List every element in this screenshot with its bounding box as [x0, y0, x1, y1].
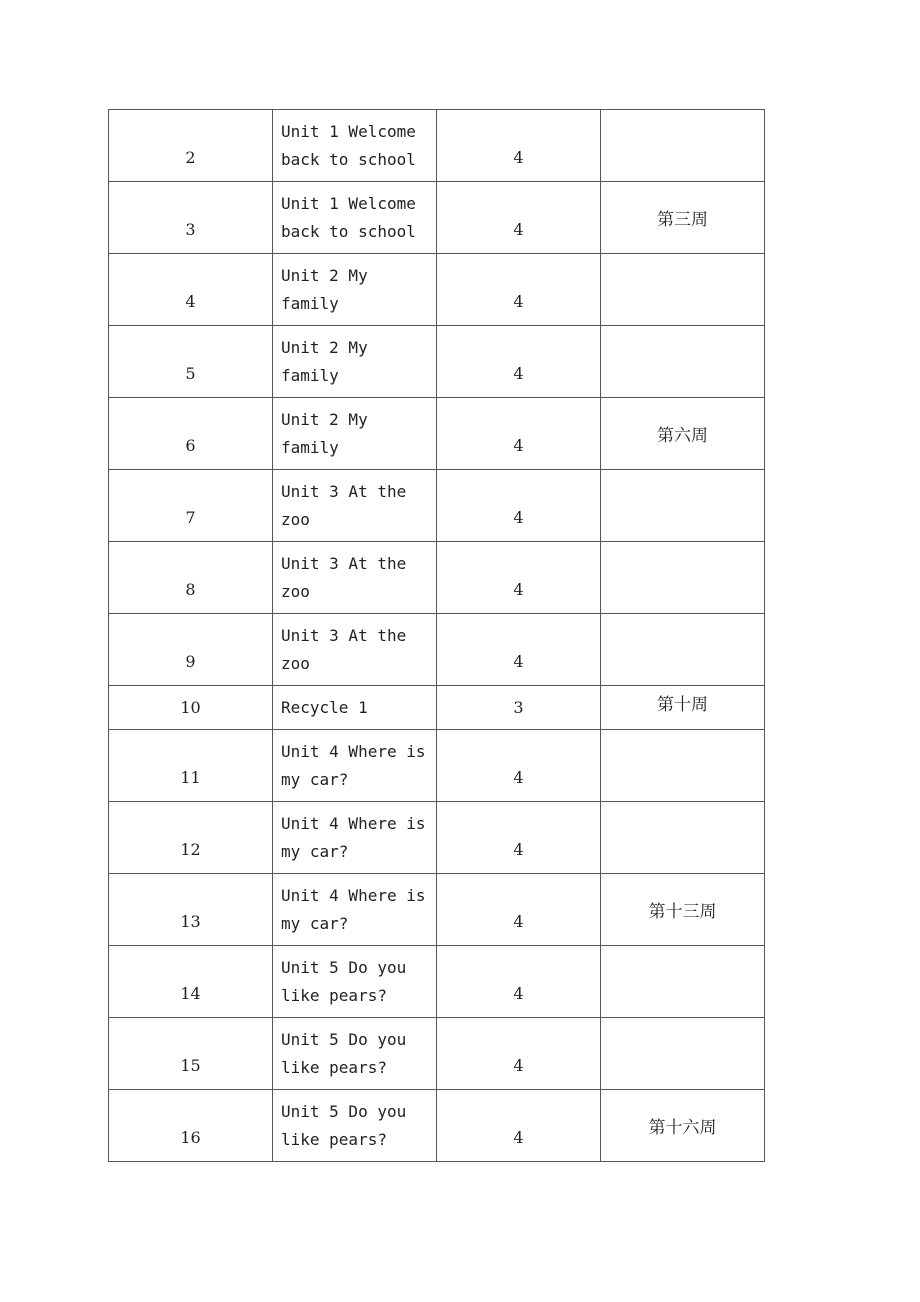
hours-cell: 4: [437, 398, 601, 470]
unit-title-cell: Unit 3 At the zoo: [273, 542, 437, 614]
week-cell: 第十周: [601, 686, 765, 730]
schedule-table: [108, 109, 765, 1162]
table-row: [109, 542, 765, 614]
lesson-number-cell: 11: [109, 730, 273, 802]
table-row: [109, 398, 765, 470]
unit-title-cell: Unit 5 Do you like pears?: [273, 946, 437, 1018]
unit-title-cell: Unit 3 At the zoo: [273, 470, 437, 542]
hours-cell: 4: [437, 110, 601, 182]
table-row: [109, 470, 765, 542]
table-row: [109, 182, 765, 254]
hours-cell: 4: [437, 946, 601, 1018]
table-row: [109, 110, 765, 182]
lesson-number-cell: 2: [109, 110, 273, 182]
table-row: [109, 614, 765, 686]
lesson-number-cell: 10: [109, 686, 273, 730]
unit-title-cell: Unit 3 At the zoo: [273, 614, 437, 686]
table-row: [109, 874, 765, 946]
lesson-number-cell: 12: [109, 802, 273, 874]
unit-title-cell: Unit 1 Welcome back to school: [273, 110, 437, 182]
lesson-number-cell: 14: [109, 946, 273, 1018]
hours-cell: 4: [437, 614, 601, 686]
table-row: [109, 1018, 765, 1090]
lesson-number-cell: 3: [109, 182, 273, 254]
week-cell: [601, 470, 765, 542]
week-cell: 第三周: [601, 182, 765, 254]
table-row: [109, 1090, 765, 1162]
unit-title-cell: Unit 5 Do you like pears?: [273, 1018, 437, 1090]
table-row: [109, 326, 765, 398]
unit-title-cell: Recycle 1: [273, 686, 437, 730]
week-cell: [601, 730, 765, 802]
unit-title-cell: Unit 4 Where is my car?: [273, 730, 437, 802]
hours-cell: 4: [437, 182, 601, 254]
unit-title-cell: Unit 1 Welcome back to school: [273, 182, 437, 254]
hours-cell: 4: [437, 874, 601, 946]
lesson-number-cell: 6: [109, 398, 273, 470]
table-row: [109, 730, 765, 802]
hours-cell: 4: [437, 730, 601, 802]
unit-title-cell: Unit 4 Where is my car?: [273, 874, 437, 946]
unit-title-cell: Unit 5 Do you like pears?: [273, 1090, 437, 1162]
unit-title-cell: Unit 2 My family: [273, 254, 437, 326]
week-cell: 第十六周: [601, 1090, 765, 1162]
hours-cell: 4: [437, 254, 601, 326]
week-cell: [601, 1018, 765, 1090]
lesson-number-cell: 7: [109, 470, 273, 542]
table-row: [109, 946, 765, 1018]
lesson-number-cell: 9: [109, 614, 273, 686]
week-cell: [601, 946, 765, 1018]
week-cell: [601, 254, 765, 326]
hours-cell: 3: [437, 686, 601, 730]
week-cell: [601, 614, 765, 686]
hours-cell: 4: [437, 802, 601, 874]
hours-cell: 4: [437, 470, 601, 542]
hours-cell: 4: [437, 1018, 601, 1090]
unit-title-cell: Unit 2 My family: [273, 398, 437, 470]
hours-cell: 4: [437, 326, 601, 398]
lesson-number-cell: 8: [109, 542, 273, 614]
lesson-number-cell: 4: [109, 254, 273, 326]
schedule-body: [109, 110, 765, 1162]
hours-cell: 4: [437, 1090, 601, 1162]
lesson-number-cell: 15: [109, 1018, 273, 1090]
lesson-number-cell: 16: [109, 1090, 273, 1162]
table-row: [109, 254, 765, 326]
unit-title-cell: Unit 4 Where is my car?: [273, 802, 437, 874]
week-cell: [601, 802, 765, 874]
week-cell: [601, 110, 765, 182]
unit-title-cell: Unit 2 My family: [273, 326, 437, 398]
table-row: [109, 802, 765, 874]
week-cell: [601, 326, 765, 398]
week-cell: 第六周: [601, 398, 765, 470]
lesson-number-cell: 5: [109, 326, 273, 398]
week-cell: 第十三周: [601, 874, 765, 946]
hours-cell: 4: [437, 542, 601, 614]
table-row: [109, 686, 765, 730]
lesson-number-cell: 13: [109, 874, 273, 946]
week-cell: [601, 542, 765, 614]
